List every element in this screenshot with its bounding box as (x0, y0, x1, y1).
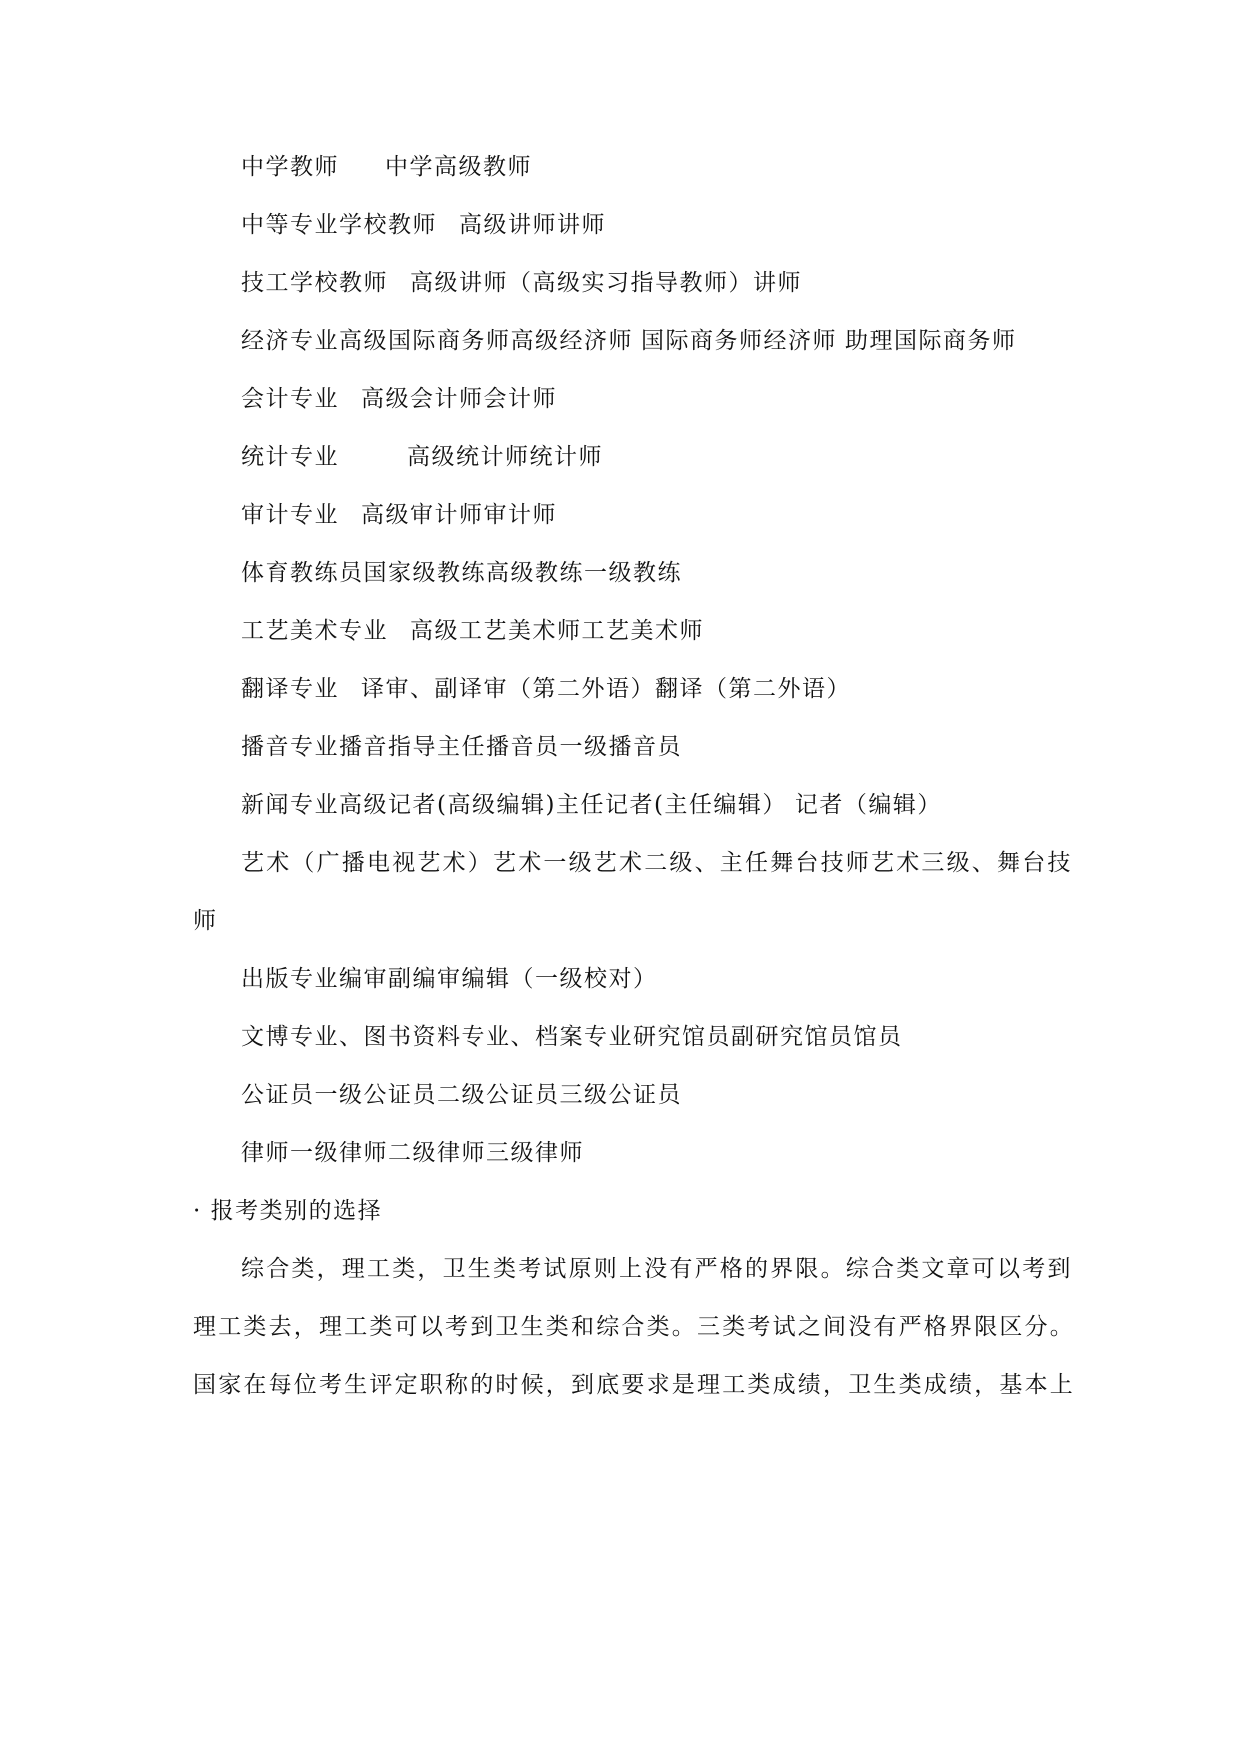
paragraph-text: 艺术（广播电视艺术）艺术一级艺术二级、主任舞台技师艺术三级、舞台技 (241, 850, 1073, 876)
paragraph-text: 师 (193, 908, 218, 934)
title-levels: 高级统计师统计师 (407, 444, 603, 470)
category-and-levels: 公证员一级公证员二级公证员三级公证员 (241, 1082, 682, 1108)
title-levels-extra: 记者（编辑） (794, 792, 942, 818)
text-line-accounting (241, 384, 1141, 414)
text-line-broadcasting (241, 732, 1141, 762)
text-line-economics (241, 326, 1141, 356)
category-name: 审计专业 (241, 502, 339, 528)
title-levels: 中学高级教师 (385, 154, 532, 180)
text-line-sports-coach (241, 558, 1141, 588)
category-and-levels: 出版专业编审副编审编辑（一级校对） (241, 966, 658, 992)
title-levels: 高级审计师审计师 (361, 502, 557, 528)
title-levels: 高级工艺美术师工艺美术师 (410, 618, 704, 644)
section-heading-text: · 报考类别的选择 (193, 1198, 383, 1224)
text-line-arts-crafts (241, 616, 1141, 646)
text-line-middle-school-teacher (241, 152, 1141, 182)
category-name: 统计专业 (241, 444, 339, 470)
title-levels-extra: 助理国际商务师 (845, 328, 1017, 354)
category-name: 翻译专业 (241, 676, 339, 702)
category-and-levels: 体育教练员国家级教练高级教练一级教练 (241, 560, 682, 586)
text-line-notary (241, 1080, 1141, 1110)
category-name: 中学教师 (241, 154, 339, 180)
category-and-levels: 播音专业播音指导主任播音员一级播音员 (241, 734, 682, 760)
category-name: 中等专业学校教师 (241, 212, 437, 238)
title-levels: 译审、副译审（第二外语）翻译（第二外语） (361, 676, 851, 702)
category-and-levels: 新闻专业高级记者(高级编辑)主任记者(主任编辑） (241, 792, 787, 818)
category-and-levels: 律师一级律师二级律师三级律师 (241, 1140, 584, 1166)
text-line-statistics (241, 442, 1141, 472)
text-line-journalism (241, 790, 1141, 820)
category-name: 会计专业 (241, 386, 339, 412)
title-levels: 高级讲师讲师 (459, 212, 606, 238)
title-levels: 高级讲师（高级实习指导教师）讲师 (410, 270, 802, 296)
text-line-secondary-vocational-teacher (241, 210, 1141, 240)
paragraph-line-3 (193, 1370, 1093, 1400)
category-name: 经济专业高级国际商务师高级经济师 (241, 328, 633, 354)
category-name: 技工学校教师 (241, 270, 388, 296)
title-levels: 国际商务师经济师 (641, 328, 837, 354)
paragraph-text: 理工类去，理工类可以考到卫生类和综合类。三类考试之间没有严格界限区分。 (193, 1314, 1075, 1340)
category-name: 工艺美术专业 (241, 618, 388, 644)
text-line-cultural-library-archive (241, 1022, 1141, 1052)
text-line-technical-school-teacher (241, 268, 1141, 298)
paragraph-text: 综合类，理工类，卫生类考试原则上没有严格的界限。综合类文章可以考到 (241, 1256, 1073, 1282)
text-line-translation (241, 674, 1141, 704)
section-heading-category-selection (193, 1196, 1093, 1226)
paragraph-line-2 (193, 1312, 1093, 1342)
paragraph-text: 国家在每位考生评定职称的时候，到底要求是理工类成绩，卫生类成绩，基本上 (193, 1372, 1075, 1398)
text-line-lawyer (241, 1138, 1141, 1168)
text-line-publishing (241, 964, 1141, 994)
text-line-art-broadcast (241, 848, 1141, 878)
category-and-levels: 文博专业、图书资料专业、档案专业研究馆员副研究馆员馆员 (241, 1024, 903, 1050)
title-levels: 高级会计师会计师 (361, 386, 557, 412)
text-line-auditing (241, 500, 1141, 530)
paragraph-line-1 (241, 1254, 1141, 1284)
text-line-art-broadcast-continued (193, 906, 1093, 936)
